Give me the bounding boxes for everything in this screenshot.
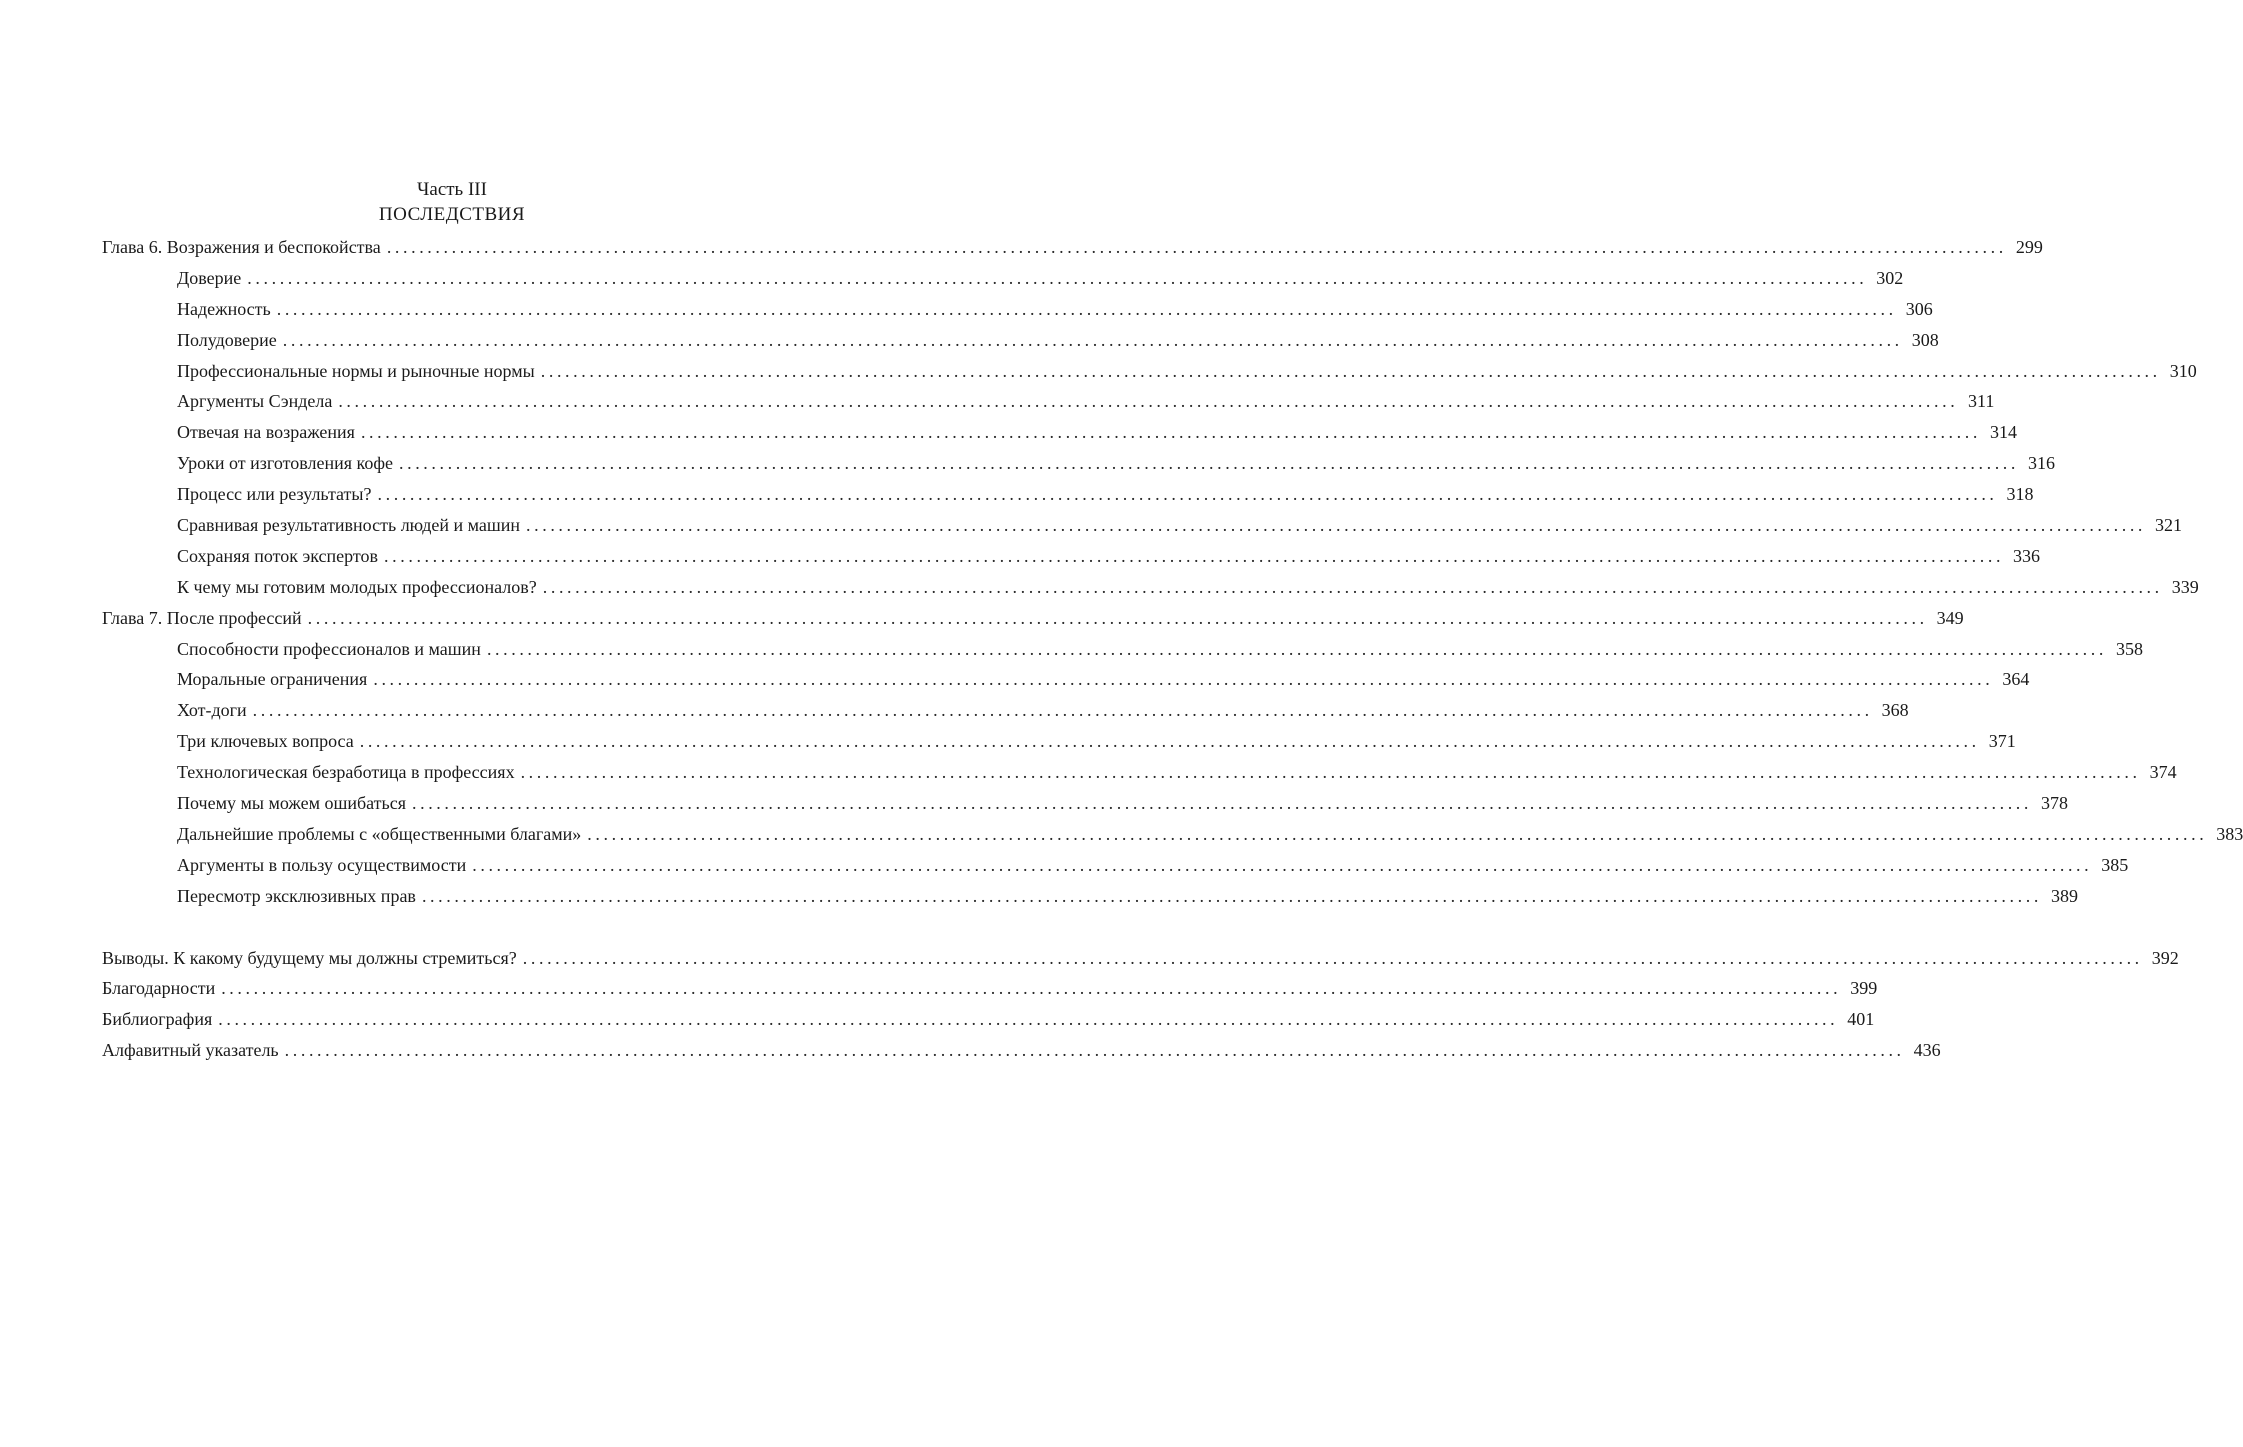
part-title: ПОСЛЕДСТВИЯ bbox=[378, 204, 526, 225]
toc-section[interactable] bbox=[102, 294, 1933, 325]
toc-section[interactable] bbox=[102, 695, 1909, 726]
toc-entry-title: Моральные ограничения bbox=[177, 669, 368, 690]
leader-dots: ........................................................................................................................................................................................................ bbox=[384, 545, 2005, 566]
toc-entry-title: К чему мы готовим молодых профессионалов? bbox=[177, 576, 537, 597]
toc-page-number: 392 bbox=[2151, 947, 2179, 968]
toc-page-number: 302 bbox=[1876, 267, 1904, 288]
toc-entry-title: Пересмотр эксклюзивных прав bbox=[177, 885, 416, 906]
toc-page-number: 364 bbox=[2002, 669, 2030, 690]
toc-section[interactable] bbox=[102, 850, 2129, 881]
toc-chapter-6[interactable] bbox=[102, 232, 2043, 263]
leader-dots: ........................................................................................................................................................................................................ bbox=[282, 329, 1903, 350]
leader-dots: ........................................................................................................................................................................................................ bbox=[359, 731, 1980, 752]
leader-dots: ........................................................................................................................................................................................................ bbox=[276, 298, 1897, 319]
toc-section[interactable] bbox=[102, 541, 2041, 572]
part-label: Часть III bbox=[417, 179, 487, 200]
toc-page-number: 339 bbox=[2171, 576, 2199, 597]
toc-page-number: 311 bbox=[1967, 391, 1995, 412]
leader-dots: ........................................................................................................................................................................................................ bbox=[386, 237, 2007, 257]
leader-dots: ........................................................................................................................................................................................................ bbox=[252, 700, 1873, 721]
toc-entry-title: Технологическая безработица в профессиях bbox=[177, 762, 515, 783]
leader-dots: ........................................................................................................................................................................................................ bbox=[218, 1009, 1839, 1030]
toc-entry-title: Библиография bbox=[102, 1009, 213, 1030]
toc-page-number: 314 bbox=[1989, 422, 2017, 443]
leader-dots: ........................................................................................................................................................................................................ bbox=[520, 762, 2141, 783]
toc-page-number: 306 bbox=[1905, 298, 1933, 319]
toc-entry-title: Сравнивая результативность людей и машин bbox=[177, 515, 521, 536]
toc-entry-title: Хот-доги bbox=[177, 700, 247, 721]
leader-dots: ........................................................................................................................................................................................................ bbox=[522, 947, 2143, 968]
toc-section[interactable] bbox=[102, 757, 2177, 788]
toc-page-number: 321 bbox=[2155, 515, 2183, 536]
toc-section[interactable] bbox=[102, 448, 2055, 479]
toc-entry-title: Доверие bbox=[177, 267, 242, 288]
toc-entry-title: Три ключевых вопроса bbox=[177, 731, 354, 752]
toc-entry-title: Сохраняя поток экспертов bbox=[177, 545, 379, 566]
leader-dots: ........................................................................................................................................................................................................ bbox=[221, 978, 1842, 999]
toc-backmatter-bibliography[interactable] bbox=[102, 1004, 1875, 1035]
toc-entry-title: Способности профессионалов и машин bbox=[177, 638, 481, 659]
toc-entry-title: Благодарности bbox=[102, 978, 216, 999]
leader-dots: ........................................................................................................................................................................................................ bbox=[377, 484, 1998, 505]
toc-page-number: 389 bbox=[2050, 885, 2078, 906]
leader-dots: ........................................................................................................................................................................................................ bbox=[526, 515, 2147, 536]
toc-section[interactable] bbox=[102, 664, 2030, 695]
toc-section[interactable] bbox=[102, 417, 2017, 448]
toc-section[interactable] bbox=[102, 386, 1995, 417]
toc-backmatter-conclusions[interactable] bbox=[102, 943, 2179, 974]
toc-entry-title: Дальнейшие проблемы с «общественными благами» bbox=[177, 823, 582, 844]
toc-section[interactable] bbox=[102, 788, 2068, 819]
toc-entry-title: Аргументы Сэндела bbox=[177, 391, 333, 412]
leader-dots: ........................................................................................................................................................................................................ bbox=[486, 638, 2107, 659]
toc-page-number: 378 bbox=[2041, 793, 2068, 814]
toc-entry-title: Выводы. К какому будущему мы должны стремиться? bbox=[102, 947, 517, 968]
leader-dots: ........................................................................................................................................................................................................ bbox=[421, 885, 2042, 906]
toc-entry-title: Почему мы можем ошибаться bbox=[177, 793, 406, 814]
toc-page-number: 358 bbox=[2115, 638, 2143, 659]
toc-chapter-7[interactable] bbox=[102, 603, 1964, 634]
toc-page-number: 336 bbox=[2013, 545, 2041, 566]
toc-entry-title: Профессиональные нормы и рыночные нормы bbox=[177, 360, 535, 381]
toc-section[interactable] bbox=[102, 572, 2199, 603]
toc-page-number: 308 bbox=[1911, 329, 1939, 350]
toc-entry-title: Аргументы в пользу осуществимости bbox=[177, 854, 467, 875]
toc-page-number: 383 bbox=[2216, 823, 2243, 844]
leader-dots: ........................................................................................................................................................................................................ bbox=[360, 422, 1981, 443]
toc-section[interactable] bbox=[102, 510, 2183, 541]
toc-backmatter-index[interactable] bbox=[102, 1035, 1941, 1066]
toc-page-number: 368 bbox=[1881, 700, 1909, 721]
toc-page-number: 316 bbox=[2028, 453, 2055, 474]
toc-section[interactable] bbox=[102, 634, 2143, 665]
toc-page-number: 385 bbox=[2101, 854, 2129, 875]
toc-section[interactable] bbox=[102, 325, 1939, 356]
leader-dots: ........................................................................................................................................................................................................ bbox=[307, 607, 1928, 628]
toc-section[interactable] bbox=[102, 881, 2078, 912]
leader-dots: ........................................................................................................................................................................................................ bbox=[587, 823, 2208, 844]
toc-page-number: 318 bbox=[2006, 484, 2034, 505]
toc-entry-title: Глава 6. Возражения и беспокойства bbox=[102, 237, 381, 257]
table-of-contents bbox=[102, 232, 2243, 1066]
leader-dots: ........................................................................................................................................................................................................ bbox=[412, 793, 2032, 814]
toc-section[interactable] bbox=[102, 263, 1904, 294]
toc-section[interactable] bbox=[102, 819, 2243, 850]
toc-entry-title: Полудоверие bbox=[177, 329, 277, 350]
leader-dots: ........................................................................................................................................................................................................ bbox=[399, 453, 2019, 474]
leader-dots: ........................................................................................................................................................................................................ bbox=[284, 1040, 1905, 1061]
toc-page-number: 374 bbox=[2149, 762, 2177, 783]
part-header bbox=[102, 178, 802, 228]
toc-page-number: 401 bbox=[1847, 1009, 1875, 1030]
toc-page-number: 436 bbox=[1913, 1040, 1941, 1061]
toc-entry-title: Уроки от изготовления кофе bbox=[177, 453, 393, 474]
leader-dots: ........................................................................................................................................................................................................ bbox=[338, 391, 1959, 412]
toc-page-number: 371 bbox=[1988, 731, 2016, 752]
toc-entry-title: Глава 7. После профессий bbox=[102, 607, 302, 628]
toc-section[interactable] bbox=[102, 726, 2016, 757]
leader-dots: ........................................................................................................................................................................................................ bbox=[472, 854, 2093, 875]
toc-entry-title: Алфавитный указатель bbox=[102, 1040, 279, 1061]
toc-section[interactable] bbox=[102, 356, 2197, 387]
toc-page-number: 399 bbox=[1850, 978, 1878, 999]
section-spacer bbox=[102, 912, 802, 943]
leader-dots: ........................................................................................................................................................................................................ bbox=[542, 576, 2163, 597]
leader-dots: ........................................................................................................................................................................................................ bbox=[373, 669, 1994, 690]
leader-dots: ........................................................................................................................................................................................................ bbox=[247, 267, 1868, 288]
toc-backmatter-acknowledgements[interactable] bbox=[102, 973, 1878, 1004]
toc-entry-title: Процесс или результаты? bbox=[177, 484, 372, 505]
toc-entry-title: Надежность bbox=[177, 298, 271, 319]
toc-page-number: 349 bbox=[1936, 607, 1964, 628]
leader-dots: ........................................................................................................................................................................................................ bbox=[540, 360, 2161, 381]
toc-entry-title: Отвечая на возражения bbox=[177, 422, 355, 443]
toc-page-number: 310 bbox=[2169, 360, 2197, 381]
toc-page-number: 299 bbox=[2015, 237, 2043, 257]
toc-section[interactable] bbox=[102, 479, 2034, 510]
